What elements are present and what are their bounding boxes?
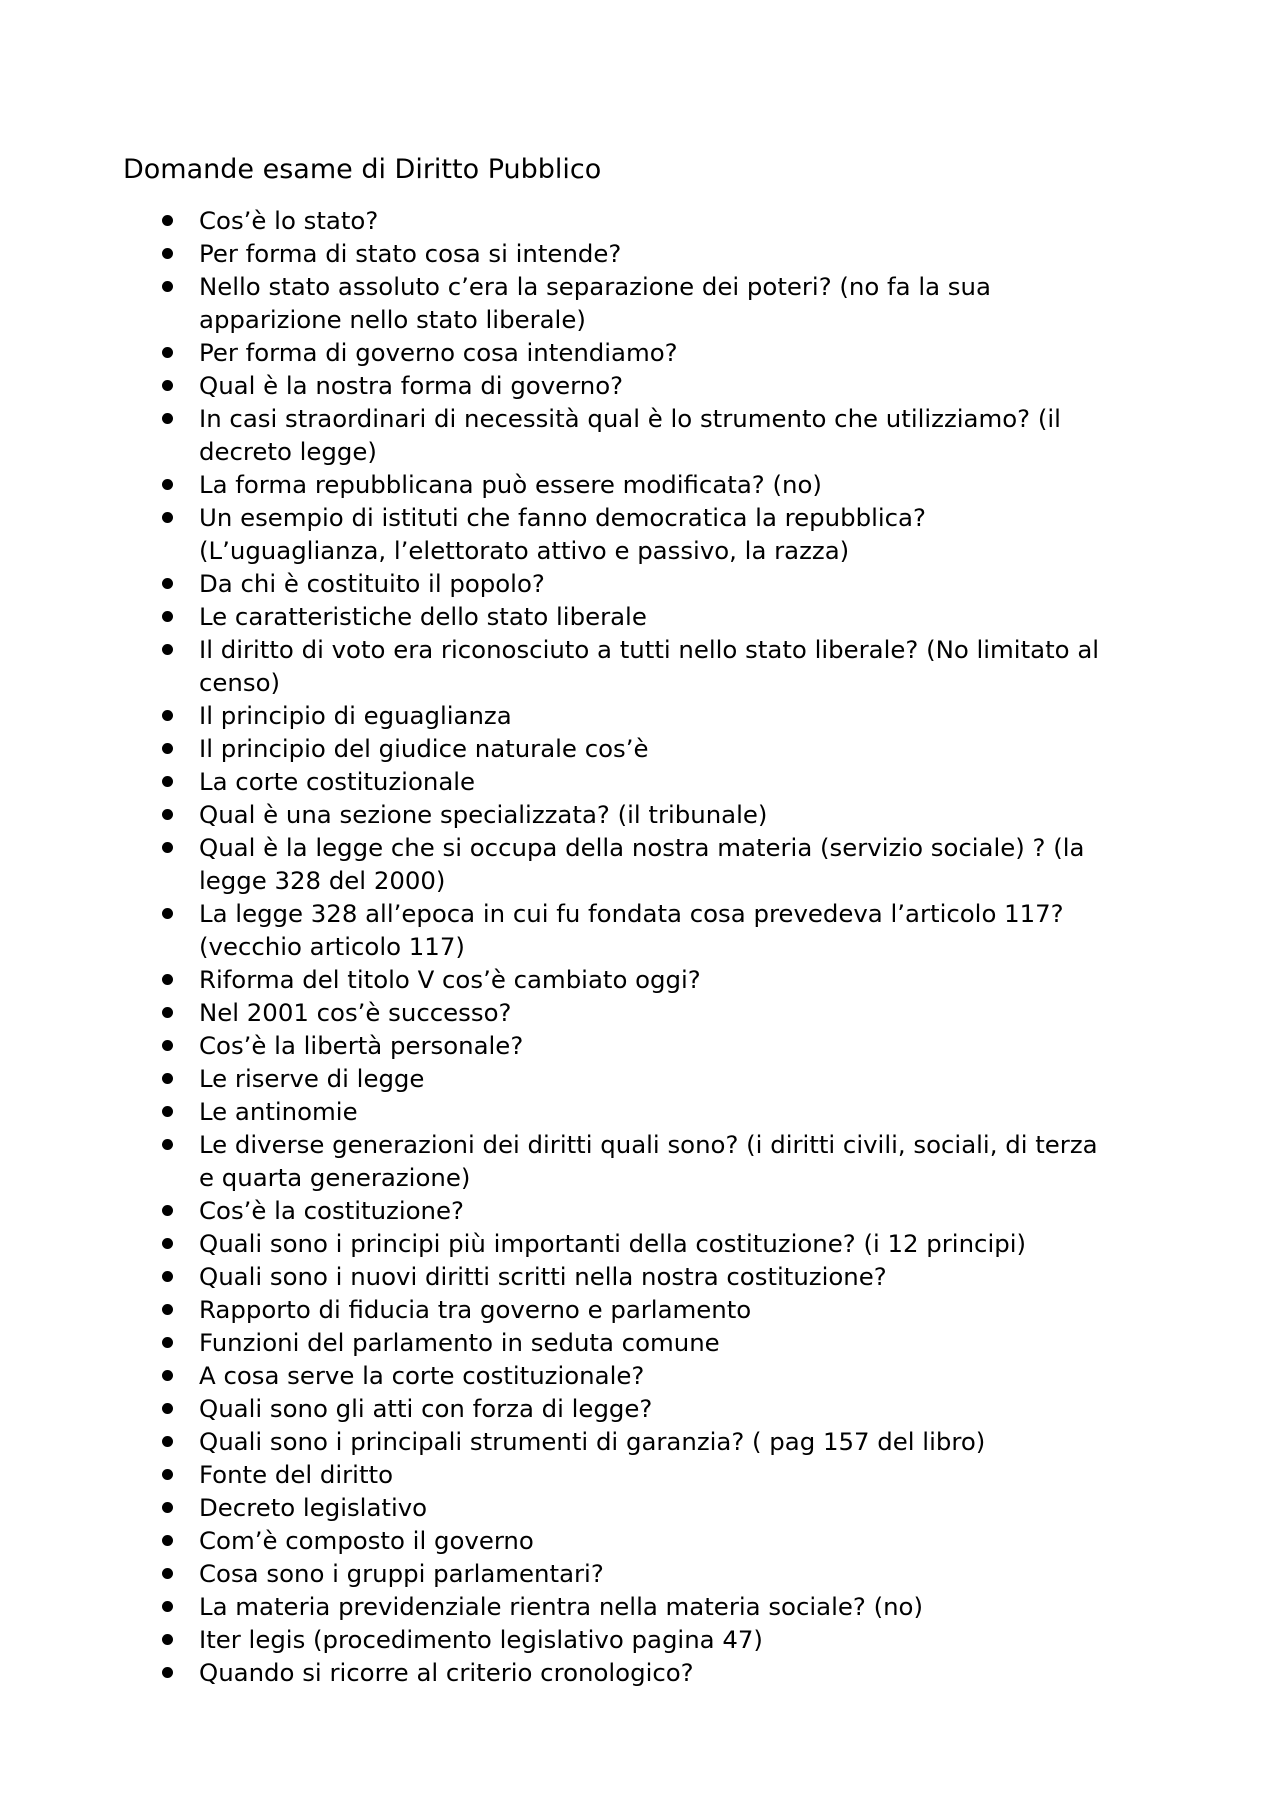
bullet-icon — [162, 1040, 173, 1051]
question-text-line: Cosa sono i gruppi parlamentari? — [199, 1559, 604, 1588]
list-item — [0, 1227, 1169, 1260]
question-text-line: Da chi è costituito il popolo? — [199, 569, 545, 598]
question-text-line: La legge 328 all’epoca in cui fu fondata cosa prevedeva l’articolo 117? — [199, 899, 1064, 928]
list-item — [0, 897, 1169, 963]
bullet-icon — [162, 215, 173, 226]
question-text-line: Per forma di stato cosa si intende? — [199, 239, 622, 268]
list-item — [0, 237, 1169, 270]
list-item — [0, 600, 1169, 633]
question-text-line: Il diritto di voto era riconosciuto a tutti nello stato liberale? (No limitato al — [199, 635, 1100, 664]
question-text-line: Il principio di eguaglianza — [199, 701, 512, 730]
list-item — [0, 1458, 1169, 1491]
bullet-icon — [162, 578, 173, 589]
question-text-line: Funzioni del parlamento in seduta comune — [199, 1328, 720, 1357]
bullet-icon — [162, 1667, 173, 1678]
bullet-icon — [162, 644, 173, 655]
page-title: Domande esame di Diritto Pubblico — [123, 154, 602, 185]
list-item — [0, 831, 1169, 897]
list-item — [0, 204, 1169, 237]
list-item — [0, 1524, 1169, 1557]
list-item — [0, 1623, 1169, 1656]
question-text-line: Iter legis (procedimento legislativo pagina 47) — [199, 1625, 763, 1654]
list-item — [0, 798, 1169, 831]
list-item — [0, 1029, 1169, 1062]
question-text-line: Quali sono i principali strumenti di garanzia? ( pag 157 del libro) — [199, 1427, 986, 1456]
question-text-line: La forma repubblicana può essere modificata? (no) — [199, 470, 822, 499]
bullet-icon — [162, 908, 173, 919]
question-text-line: Cos’è la costituzione? — [199, 1196, 464, 1225]
question-text-line: Le diverse generazioni dei diritti quali sono? (i diritti civili, sociali, di terza — [199, 1130, 1098, 1159]
list-item — [0, 1656, 1169, 1689]
question-text-line: (vecchio articolo 117) — [199, 932, 465, 961]
bullet-icon — [162, 1271, 173, 1282]
list-item — [0, 1590, 1169, 1623]
bullet-icon — [162, 611, 173, 622]
bullet-icon — [162, 1073, 173, 1084]
bullet-icon — [162, 347, 173, 358]
bullet-icon — [162, 1403, 173, 1414]
question-text-line: Nello stato assoluto c’era la separazione dei poteri? (no fa la sua — [199, 272, 991, 301]
bullet-icon — [162, 1634, 173, 1645]
bullet-icon — [162, 413, 173, 424]
list-item — [0, 1194, 1169, 1227]
bullet-icon — [162, 1370, 173, 1381]
list-item — [0, 1095, 1169, 1128]
bullet-icon — [162, 710, 173, 721]
question-text-line: La materia previdenziale rientra nella materia sociale? (no) — [199, 1592, 923, 1621]
question-text-line: In casi straordinari di necessità qual è lo strumento che utilizziamo? (il — [199, 404, 1061, 433]
list-item — [0, 369, 1169, 402]
question-text-line: Fonte del diritto — [199, 1460, 393, 1489]
question-text-line: Decreto legislativo — [199, 1493, 428, 1522]
list-item — [0, 402, 1169, 468]
question-text-line: Le antinomie — [199, 1097, 358, 1126]
question-text-line: Qual è una sezione specializzata? (il tribunale) — [199, 800, 768, 829]
question-text-line: Cos’è la libertà personale? — [199, 1031, 524, 1060]
bullet-icon — [162, 1139, 173, 1150]
question-text-line: apparizione nello stato liberale) — [199, 305, 586, 334]
list-item — [0, 633, 1169, 699]
bullet-icon — [162, 1535, 173, 1546]
question-text-line: Quando si ricorre al criterio cronologico? — [199, 1658, 694, 1687]
question-text-line: legge 328 del 2000) — [199, 866, 446, 895]
list-item — [0, 1392, 1169, 1425]
question-text-line: A cosa serve la corte costituzionale? — [199, 1361, 645, 1390]
question-text-line: Nel 2001 cos’è successo? — [199, 998, 512, 1027]
bullet-icon — [162, 743, 173, 754]
bullet-icon — [162, 248, 173, 259]
bullet-icon — [162, 1568, 173, 1579]
question-text-line: Quali sono i nuovi diritti scritti nella nostra costituzione? — [199, 1262, 887, 1291]
bullet-icon — [162, 1601, 173, 1612]
list-item — [0, 1359, 1169, 1392]
question-text-line: e quarta generazione) — [199, 1163, 471, 1192]
question-text-line: Cos’è lo stato? — [199, 206, 379, 235]
question-text-line: Qual è la legge che si occupa della nostra materia (servizio sociale) ? (la — [199, 833, 1085, 862]
question-text-line: (L’uguaglianza, l’elettorato attivo e passivo, la razza) — [199, 536, 850, 565]
list-item — [0, 1062, 1169, 1095]
question-text-line: Il principio del giudice naturale cos’è — [199, 734, 649, 763]
question-list — [0, 204, 1280, 1689]
bullet-icon — [162, 1304, 173, 1315]
question-text-line: Quali sono i principi più importanti della costituzione? (i 12 principi) — [199, 1229, 1026, 1258]
question-text-line: Rapporto di fiducia tra governo e parlamento — [199, 1295, 752, 1324]
list-item — [0, 1326, 1169, 1359]
bullet-icon — [162, 380, 173, 391]
question-text-line: Per forma di governo cosa intendiamo? — [199, 338, 678, 367]
bullet-icon — [162, 1502, 173, 1513]
list-item — [0, 270, 1169, 336]
list-item — [0, 732, 1169, 765]
list-item — [0, 1425, 1169, 1458]
bullet-icon — [162, 281, 173, 292]
list-item — [0, 996, 1169, 1029]
list-item — [0, 501, 1169, 567]
question-text-line: Quali sono gli atti con forza di legge? — [199, 1394, 653, 1423]
bullet-icon — [162, 1337, 173, 1348]
bullet-icon — [162, 1238, 173, 1249]
list-item — [0, 765, 1169, 798]
list-item — [0, 1293, 1169, 1326]
question-text-line: decreto legge) — [199, 437, 377, 466]
bullet-icon — [162, 842, 173, 853]
bullet-icon — [162, 479, 173, 490]
question-text-line: Com’è composto il governo — [199, 1526, 534, 1555]
list-item — [0, 1557, 1169, 1590]
bullet-icon — [162, 1436, 173, 1447]
question-text-line: Qual è la nostra forma di governo? — [199, 371, 624, 400]
list-item — [0, 1260, 1169, 1293]
list-item — [0, 1491, 1169, 1524]
question-text-line: Le caratteristiche dello stato liberale — [199, 602, 647, 631]
question-text-line: censo) — [199, 668, 281, 697]
question-text-line: Le riserve di legge — [199, 1064, 425, 1093]
list-item — [0, 1128, 1169, 1194]
list-item — [0, 963, 1169, 996]
list-item — [0, 699, 1169, 732]
bullet-icon — [162, 974, 173, 985]
list-item — [0, 468, 1169, 501]
question-text-line: La corte costituzionale — [199, 767, 476, 796]
bullet-icon — [162, 1205, 173, 1216]
bullet-icon — [162, 1469, 173, 1480]
question-text-line: Un esempio di istituti che fanno democratica la repubblica? — [199, 503, 926, 532]
list-item — [0, 336, 1169, 369]
question-text-line: Riforma del titolo V cos’è cambiato oggi? — [199, 965, 701, 994]
bullet-icon — [162, 1007, 173, 1018]
bullet-icon — [162, 809, 173, 820]
list-item — [0, 567, 1169, 600]
bullet-icon — [162, 776, 173, 787]
bullet-icon — [162, 512, 173, 523]
bullet-icon — [162, 1106, 173, 1117]
